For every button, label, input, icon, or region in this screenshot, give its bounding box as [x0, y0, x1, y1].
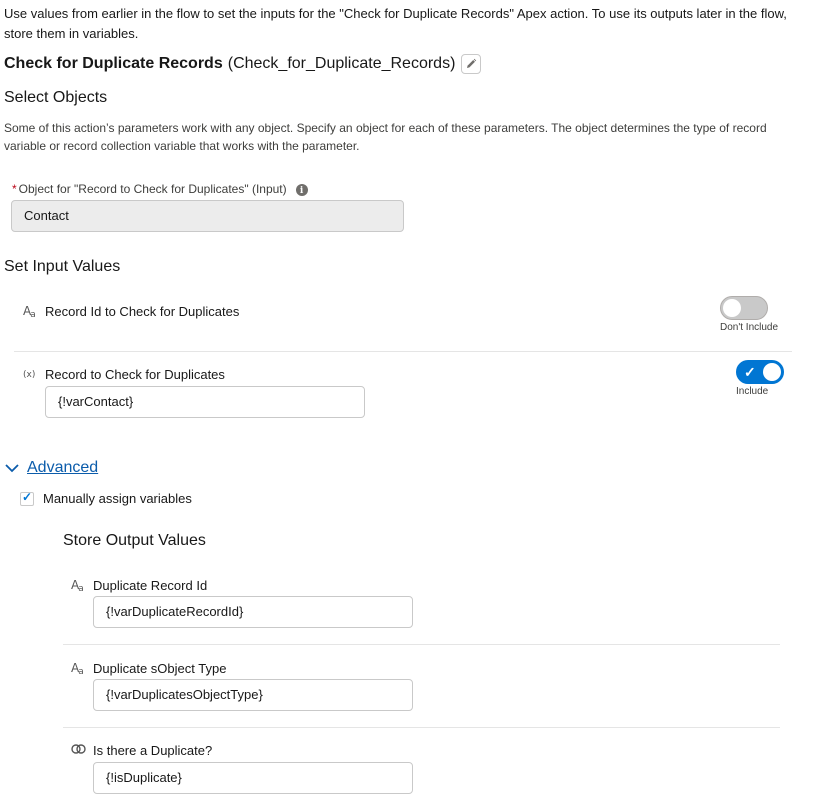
output-label-text: Is there a Duplicate? — [93, 743, 213, 758]
boolean-type-icon — [71, 743, 87, 759]
set-input-values-heading: Set Input Values — [4, 258, 121, 275]
param-label-text: Record to Check for Duplicates — [45, 367, 225, 382]
output-label-text: Duplicate sObject Type — [93, 661, 227, 676]
manual-assign-row — [20, 491, 192, 506]
param-record-id-label — [23, 303, 239, 321]
store-output-heading: Store Output Values — [63, 532, 206, 549]
select-objects-help: Some of this action’s parameters work with any object. Specify an object for each of these parameters. The object determines the type of record variable or record collection variable that works with the parameter. — [4, 121, 767, 153]
object-field-label-text: Object for "Record to Check for Duplicates" (Input) — [18, 182, 287, 196]
toggle-caption: Don't Include — [720, 322, 779, 333]
pencil-icon — [465, 58, 477, 70]
info-icon[interactable] — [296, 184, 308, 196]
object-field: Contact — [11, 200, 404, 232]
param-label-text: Record Id to Check for Duplicates — [45, 304, 240, 319]
divider — [63, 644, 780, 645]
action-label: Check for Duplicate Records — [4, 55, 223, 72]
edit-api-name-button[interactable] — [461, 54, 481, 74]
object-field-label — [12, 181, 308, 197]
divider — [63, 727, 780, 728]
text-type-icon: Aa — [23, 304, 35, 320]
check-icon: ✓ — [744, 364, 756, 380]
record-input[interactable]: {!varContact} — [45, 386, 365, 418]
advanced-link[interactable]: Advanced — [27, 459, 99, 476]
intro-text: Use values from earlier in the flow to set the inputs for the "Check for Duplicate Records" Apex action. To use its outputs later in the flow, store them in variables. — [4, 6, 787, 41]
is-duplicate-input[interactable]: {!isDuplicate} — [93, 762, 413, 794]
manual-assign-checkbox[interactable] — [20, 489, 34, 506]
output-sobject-type-label — [71, 660, 226, 678]
toggle-knob — [763, 363, 781, 381]
select-objects-heading: Select Objects — [4, 89, 108, 106]
text-type-icon: Aa — [71, 661, 83, 677]
action-api-name: (Check_for_Duplicate_Records) — [227, 55, 456, 72]
include-toggle-record-id[interactable] — [720, 296, 768, 320]
toggle-knob — [723, 299, 741, 317]
advanced-toggle[interactable] — [4, 459, 98, 477]
required-indicator: * — [12, 182, 17, 196]
text-type-icon: Aa — [71, 578, 83, 594]
duplicate-sobject-type-input[interactable]: {!varDuplicatesObjectType} — [93, 679, 413, 711]
param-record-label — [23, 367, 225, 383]
toggle-caption: Include — [736, 386, 769, 397]
output-is-duplicate-label — [71, 743, 212, 759]
action-title — [4, 53, 481, 75]
output-duplicate-record-id-label — [71, 577, 207, 595]
manual-assign-label: Manually assign variables — [43, 491, 192, 506]
variable-type-icon: (x) — [23, 370, 36, 380]
include-toggle-record[interactable] — [736, 360, 784, 384]
divider — [14, 351, 792, 352]
duplicate-record-id-input[interactable]: {!varDuplicateRecordId} — [93, 596, 413, 628]
check-icon: ✓ — [22, 489, 33, 504]
chevron-down-icon — [4, 459, 20, 477]
output-label-text: Duplicate Record Id — [93, 578, 208, 593]
